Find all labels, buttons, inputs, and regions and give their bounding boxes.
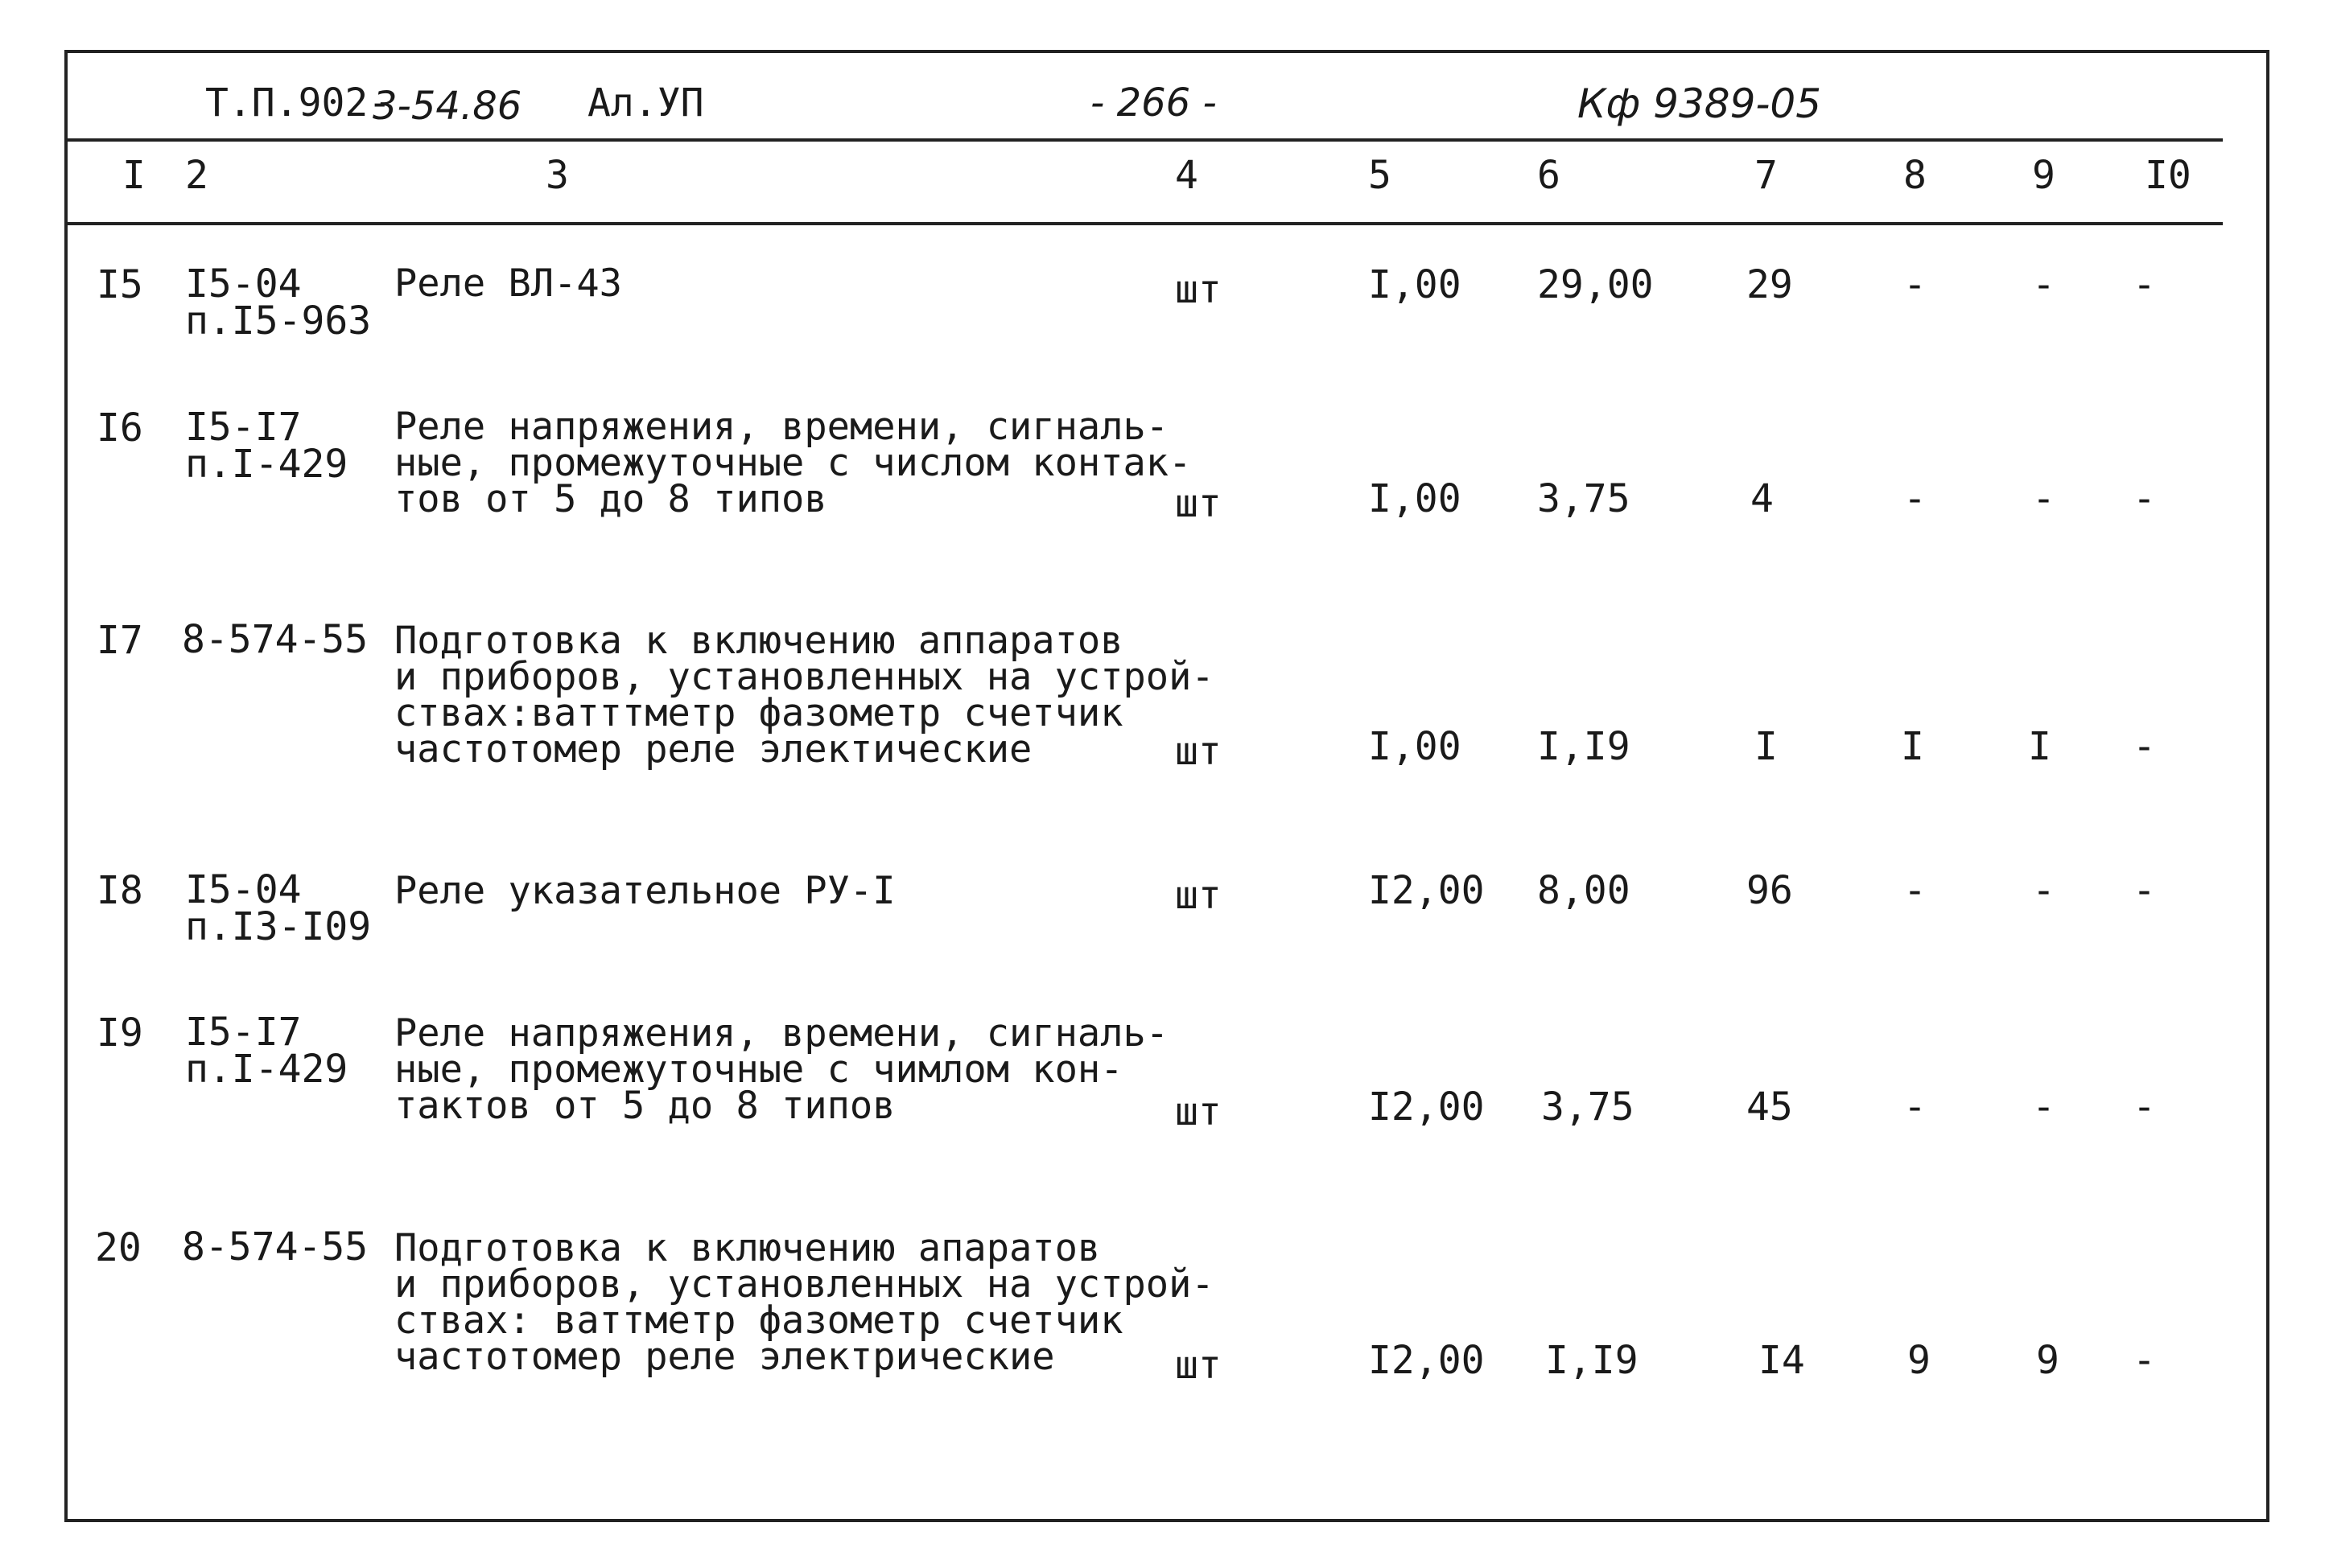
norm-code: 8-574-55 [182, 1224, 369, 1270]
quantity: I,00 [1368, 262, 1461, 307]
total: I4 [1758, 1338, 1805, 1383]
col-header-2: 2 [185, 153, 208, 198]
col10-value: - [2133, 476, 2156, 521]
norm-code: I5-04 п.I5-963 [185, 261, 372, 344]
quantity: I2,00 [1368, 1084, 1485, 1130]
unit: шт [1175, 873, 1222, 918]
col9-value: - [2032, 1084, 2055, 1130]
doc-code-prefix: Т.П.902- [205, 80, 392, 126]
col9-value: - [2032, 262, 2055, 307]
norm-code: 8-574-55 [182, 617, 369, 662]
quantity: I2,00 [1368, 868, 1485, 913]
col10-value: - [2133, 1338, 2156, 1383]
col-header-3: 3 [546, 153, 569, 198]
unit: шт [1175, 481, 1222, 526]
col8-value: I [1901, 724, 1924, 769]
item-description: Подготовка к включению апаратов и приборов, установленных на устрой- ствах: ваттметр фазометр счетчик частотомер реле электрические [394, 1226, 1214, 1379]
unit: шт [1175, 1343, 1222, 1388]
col8-value: 9 [1907, 1338, 1931, 1383]
total: 45 [1746, 1084, 1793, 1130]
col-header-4: 4 [1175, 153, 1198, 198]
col8-value: - [1903, 262, 1927, 307]
row-number: I7 [97, 618, 143, 663]
doc-code-handwritten: 3-54.86 [373, 84, 522, 129]
unit: шт [1175, 1089, 1222, 1134]
total: 4 [1750, 476, 1774, 521]
row-number: I9 [97, 1010, 143, 1056]
col8-value: - [1903, 476, 1927, 521]
row-number: I5 [97, 262, 143, 307]
col-header-1: I [122, 153, 146, 198]
col-header-5: 5 [1368, 153, 1391, 198]
col-header-8: 8 [1903, 153, 1927, 198]
norm-code: I5-04 п.I3-I09 [185, 867, 372, 949]
header-divider [68, 138, 2223, 142]
item-description: Подготовка к включению аппаратов и приборов, установленных на устрой- ствах:ватттметр фазометр счетчик частотомер реле электические [394, 619, 1214, 772]
col8-value: - [1903, 1084, 1927, 1130]
album-label: Ал.УП [587, 80, 704, 126]
col10-value: - [2133, 1084, 2156, 1130]
unit: шт [1175, 729, 1222, 774]
reference-code: Кф 9389-05 [1577, 80, 1822, 127]
quantity: I2,00 [1368, 1338, 1485, 1383]
unit-price: 29,00 [1537, 262, 1654, 307]
norm-code: I5-I7 п.I-429 [185, 1010, 348, 1092]
unit-price: 3,75 [1541, 1084, 1634, 1130]
col10-value: - [2133, 724, 2156, 769]
col9-value: 9 [2036, 1338, 2059, 1383]
total: 96 [1746, 868, 1793, 913]
item-description: Реле напряжения, времени, сигналь- ные, промежуточные с числом контак- тов от 5 до 8 типов [394, 405, 1192, 521]
col-header-10: I0 [2145, 153, 2191, 198]
total: I [1754, 724, 1778, 769]
quantity: I,00 [1368, 476, 1461, 521]
unit-price: 8,00 [1537, 868, 1630, 913]
col10-value: - [2133, 868, 2156, 913]
row-number: I6 [97, 405, 143, 451]
unit-price: I,I9 [1545, 1338, 1639, 1383]
page-number: - 266 - [1090, 80, 1217, 126]
col10-value: - [2133, 262, 2156, 307]
item-description: Реле ВЛ-43 [394, 261, 622, 306]
column-header-divider [68, 222, 2223, 225]
row-number: I8 [97, 868, 143, 913]
col-header-6: 6 [1537, 153, 1560, 198]
total: 29 [1746, 262, 1793, 307]
col-header-7: 7 [1754, 153, 1778, 198]
item-description: Реле указательное РУ-I [394, 869, 896, 913]
col9-value: I [2028, 724, 2051, 769]
unit-price: I,I9 [1537, 724, 1630, 769]
col9-value: - [2032, 476, 2055, 521]
quantity: I,00 [1368, 724, 1461, 769]
norm-code: I5-I7 п.I-429 [185, 405, 348, 487]
col-header-9: 9 [2032, 153, 2055, 198]
unit: шт [1175, 267, 1222, 312]
col8-value: - [1903, 868, 1927, 913]
item-description: Реле напряжения, времени, сигналь- ные, промежуточные с чимлом кон- тактов от 5 до 8 типов [394, 1011, 1169, 1128]
col9-value: - [2032, 868, 2055, 913]
row-number: 20 [95, 1225, 142, 1270]
unit-price: 3,75 [1537, 476, 1630, 521]
